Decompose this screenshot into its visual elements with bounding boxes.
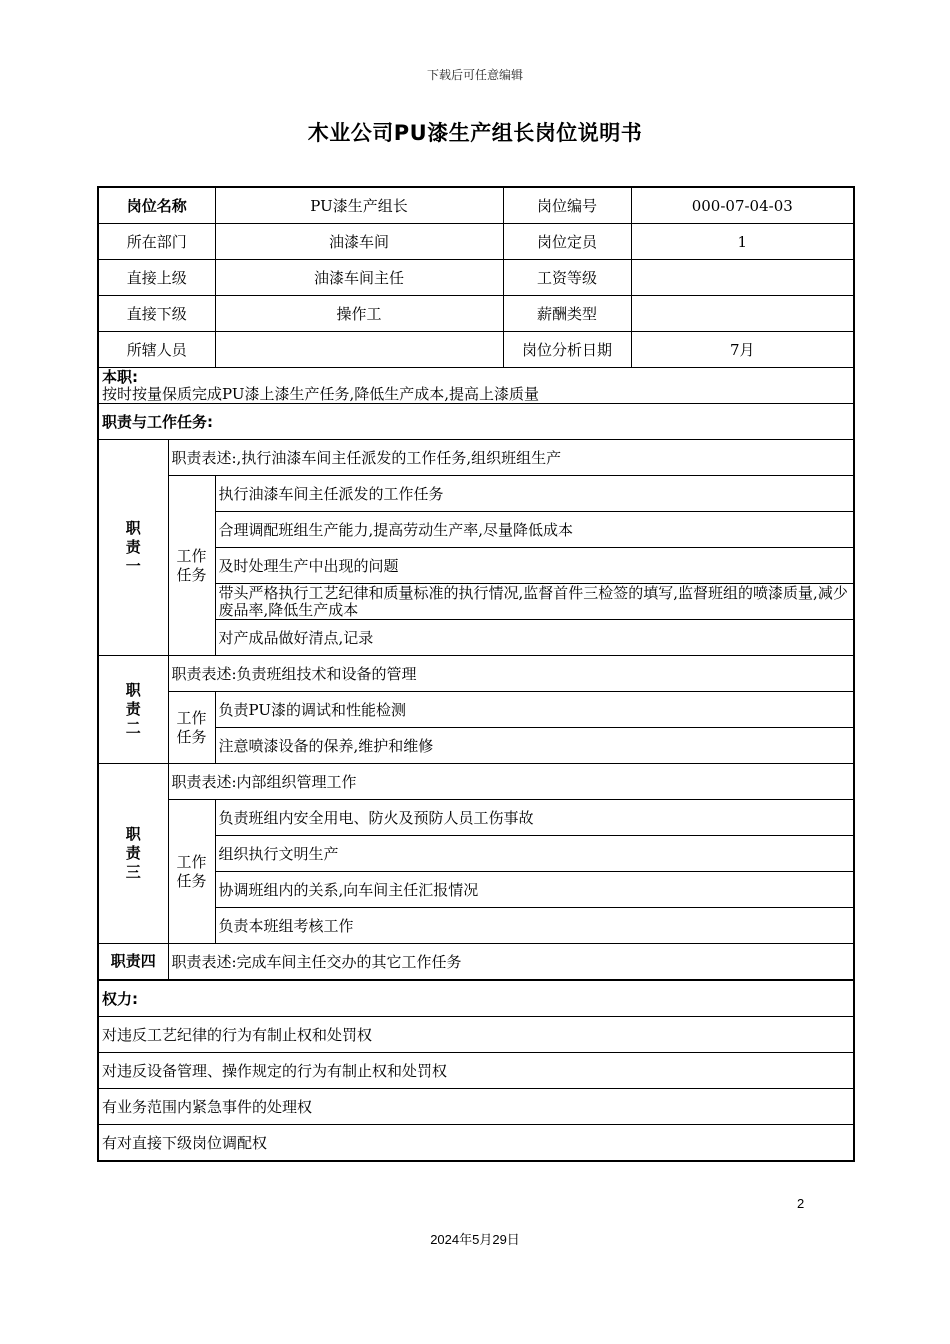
info-row-4 [98,296,854,332]
pay-type-label: 薪酬类型 [503,296,631,332]
position-code-value: 000-07-04-03 [631,187,854,224]
document-title: 木业公司PU漆生产组长岗位说明书 [307,121,643,145]
duty-1-task-3: 及时处理生产中出现的问题 [215,548,854,584]
footer-date: 2024年5月29日 [430,1232,520,1247]
duty-2-task-row [98,692,854,728]
mission-cell [98,368,854,404]
authority-row [98,1053,854,1089]
duties-header-row [98,404,854,440]
duty-3-description-row [98,764,854,800]
duty-1-name: 职 责 一 [98,440,168,656]
info-row-3 [98,260,854,296]
position-name-value: PU漆生产组长 [215,187,503,224]
duty-2-task-2: 注意喷漆设备的保养,维护和维修 [215,728,854,764]
authority-item-2: 对违反设备管理、操作规定的行为有制止权和处罚权 [98,1053,854,1089]
subordinate-value: 操作工 [215,296,503,332]
duty-1-task-1: 执行油漆车间主任派发的工作任务 [215,476,854,512]
page-number: 2 [797,1196,805,1211]
duties-header: 职责与工作任务: [98,404,854,440]
staffing-value: 1 [631,224,854,260]
department-label: 所在部门 [98,224,215,260]
pay-type-value [631,296,854,332]
duty-2-task-1: 负责PU漆的调试和性能检测 [215,692,854,728]
duty-3-task-row [98,800,854,836]
duty-3-task-1: 负责班组内安全用电、防火及预防人员工伤事故 [215,800,854,836]
duty-1-task-5: 对产成品做好清点,记录 [215,620,854,656]
duty-3-task-label: 工作 任务 [168,800,215,944]
authority-item-4: 有对直接下级岗位调配权 [98,1125,854,1162]
duty-1-task-2: 合理调配班组生产能力,提高劳动生产率,尽量降低成本 [215,512,854,548]
position-code-label: 岗位编号 [503,187,631,224]
authority-header: 权力: [98,980,854,1017]
duty-3-task-3: 协调班组内的关系,向车间主任汇报情况 [215,872,854,908]
duty-1-description: 职责表述:,执行油漆车间主任派发的工作任务,组织班组生产 [168,440,854,476]
duty-2-description-row [98,656,854,692]
duty-2-description: 职责表述:负责班组技术和设备的管理 [168,656,854,692]
authority-row [98,1017,854,1053]
department-value: 油漆车间 [215,224,503,260]
mission-text: 按时按量保质完成PU漆上漆生产任务,降低生产成本,提高上漆质量 [102,384,540,403]
superior-label: 直接上级 [98,260,215,296]
info-row-1 [98,187,854,224]
duty-2-name: 职 责 二 [98,656,168,764]
duty-2-task-label: 工作 任务 [168,692,215,764]
duty-1-task-row [98,476,854,512]
duty-3-name: 职 责 三 [98,764,168,944]
subordinate-label: 直接下级 [98,296,215,332]
superior-value: 油漆车间主任 [215,260,503,296]
authority-row [98,1125,854,1162]
authority-item-1: 对违反工艺纪律的行为有制止权和处罚权 [98,1017,854,1053]
duty-4-name: 职责四 [98,944,168,981]
authority-header-row [98,980,854,1017]
duty-3-task-2: 组织执行文明生产 [215,836,854,872]
staffing-label: 岗位定员 [503,224,631,260]
duty-3-description: 职责表述:内部组织管理工作 [168,764,854,800]
managed-staff-label: 所辖人员 [98,332,215,368]
analysis-date-value: 7月 [631,332,854,368]
authority-item-3: 有业务范围内紧急事件的处理权 [98,1089,854,1125]
analysis-date-label: 岗位分析日期 [503,332,631,368]
duty-4-row [98,944,854,981]
info-row-5 [98,332,854,368]
info-row-2 [98,224,854,260]
duty-1-task-4: 带头严格执行工艺纪律和质量标准的执行情况,监督首件三检签的填写,监督班组的喷漆质量,减少废品率,降低生产成本 [215,584,854,620]
header-note: 下载后可任意编辑 [426,68,523,82]
salary-grade-label: 工资等级 [503,260,631,296]
duty-4-description: 职责表述:完成车间主任交办的其它工作任务 [168,944,854,981]
mission-label: 本职: [102,367,138,386]
position-name-label: 岗位名称 [98,187,215,224]
job-description-table [97,186,855,1162]
duty-3-task-4: 负责本班组考核工作 [215,908,854,944]
duty-1-task-label: 工作 任务 [168,476,215,656]
salary-grade-value [631,260,854,296]
mission-row [98,368,854,404]
duty-1-description-row [98,440,854,476]
authority-row [98,1089,854,1125]
managed-staff-value [215,332,503,368]
